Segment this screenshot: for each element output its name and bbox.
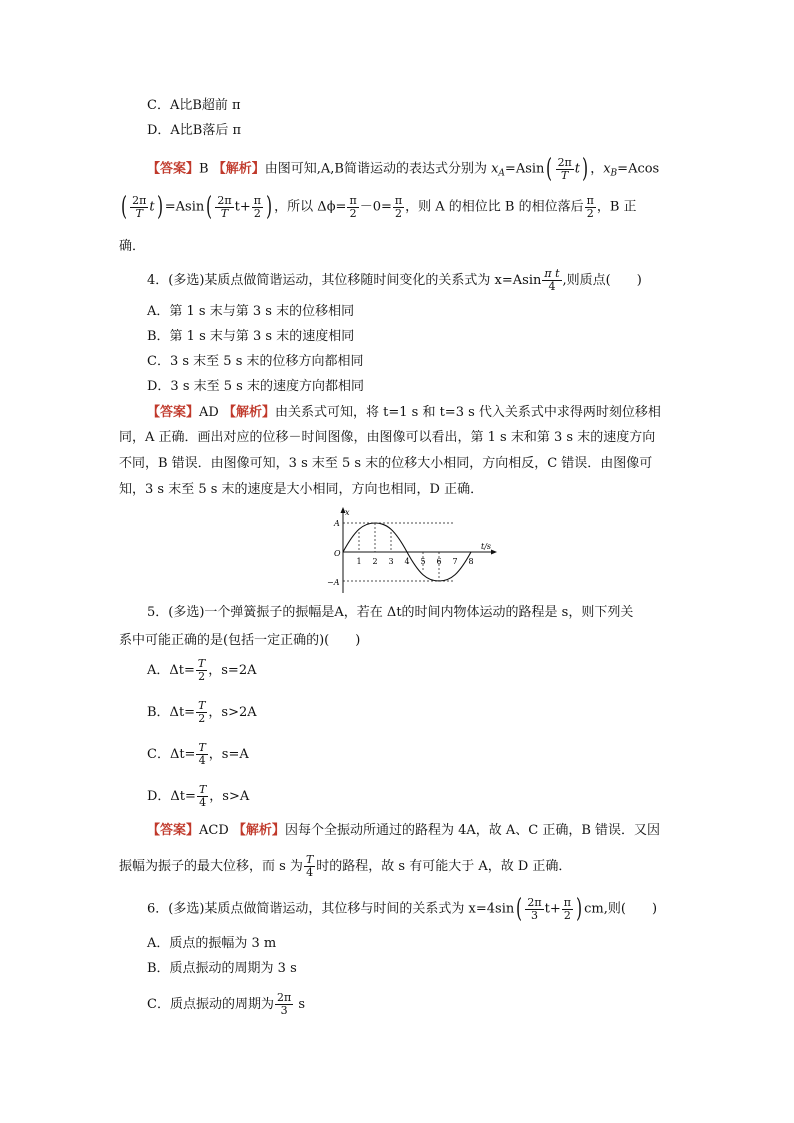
analysis-tag: 【解析】 <box>222 405 275 420</box>
frac-den: 3 <box>531 908 539 922</box>
x-tick-label: 6 <box>436 557 442 566</box>
fraction <box>130 195 148 220</box>
q6-stem <box>147 896 657 922</box>
frac-num: π <box>563 895 571 909</box>
option-text: s <box>294 997 305 1012</box>
expr-asin: =Asin <box>504 161 545 177</box>
paren-left: ( <box>516 894 523 924</box>
q5-stem-line-1: 5．(多选)一个弹簧振子的振幅是A，若在 Δt的时间内物体运动的路程是 s，则下列关 <box>147 605 634 620</box>
frac-num: T <box>198 783 207 796</box>
origin-label: O <box>334 549 341 558</box>
fraction <box>562 897 573 922</box>
option-text: ，s>A <box>209 789 250 804</box>
q5-option-a <box>147 658 256 683</box>
frac-num: 2π <box>276 991 292 1004</box>
frac-num: 2π <box>527 895 542 909</box>
frac-den: 2 <box>198 670 206 683</box>
q4-option-a: A．第 1 s 末与第 3 s 末的位移相同 <box>147 304 355 319</box>
frac-num: 2π <box>132 193 147 207</box>
paren-right: ) <box>582 154 589 184</box>
stem-text: cm,则( ) <box>584 901 658 917</box>
q3-answer-line-3: 确． <box>119 239 146 254</box>
subscript-b: B <box>610 168 618 179</box>
frac-num: T <box>198 741 206 754</box>
expr-acos: =Acos <box>617 161 660 177</box>
y-axis-label: x <box>345 508 350 517</box>
var-x: x <box>491 161 499 177</box>
frac-den: T <box>135 206 143 220</box>
neg-amplitude-label: −A <box>327 578 340 587</box>
frac-den: 2 <box>563 908 571 922</box>
option-text: C．质点振动的周期为 <box>147 997 274 1012</box>
fraction <box>196 742 207 767</box>
frac-num: 2π <box>217 193 232 207</box>
fraction <box>542 268 561 293</box>
frac-num: T <box>197 657 206 670</box>
frac-den: 4 <box>199 796 207 809</box>
frac-den: 4 <box>306 866 314 879</box>
expr-plus: t+ <box>544 901 561 917</box>
fraction <box>196 658 207 683</box>
amplitude-label: A <box>334 519 340 528</box>
option-text: A．Δt= <box>147 663 195 678</box>
frac-num: π <box>253 193 262 207</box>
sine-graph <box>325 505 505 595</box>
x-tick-label: 2 <box>372 557 378 566</box>
fraction <box>347 195 358 220</box>
paren-left: ( <box>546 154 553 184</box>
x-axis-arrow <box>491 550 497 555</box>
fraction <box>525 897 543 922</box>
analysis-tag: 【解析】 <box>212 161 265 177</box>
frac-den: T <box>220 206 229 220</box>
frac-den: 3 <box>280 1004 288 1017</box>
q4-answer-line-2: 同，A 正确．画出对应的位移－时间图像，由图像可以看出，第 1 s 末和第 3 s 末的速度方向 <box>119 430 656 445</box>
analysis-text: 由图可知,A,B简谐运动的表达式分别为 <box>264 161 492 177</box>
analysis-text: 由关系式可知，将 t=1 s 和 t=3 s 代入关系式中求得两时刻位移相 <box>274 405 661 420</box>
frac-den: 4 <box>548 280 556 293</box>
q4-stem <box>147 268 642 293</box>
frac-num: 2π <box>557 155 572 169</box>
fraction <box>215 195 233 220</box>
var-x: x <box>603 161 611 177</box>
fraction <box>393 195 404 220</box>
option-text: B．Δt= <box>147 705 196 720</box>
frac-num: π <box>586 193 594 207</box>
q4-option-d: D．3 s 末至 5 s 末的速度方向都相同 <box>147 379 364 394</box>
option-text: D．Δt= <box>147 789 196 804</box>
stem-text: 6．(多选)某质点做简谐运动，其位移与时间的关系式为 x=4sin <box>147 901 515 917</box>
analysis-text: 因每个全振动所通过的路程为 4A，故 A、C 正确，B 错误．又因 <box>284 823 661 838</box>
x-tick-label: 3 <box>388 557 394 566</box>
q5-answer-line-1 <box>147 822 660 840</box>
paren-right: ) <box>156 192 163 222</box>
q5-option-d <box>147 784 249 809</box>
fraction <box>252 195 263 220</box>
option-text: C．Δt= <box>147 747 196 762</box>
fraction <box>196 700 207 725</box>
frac-den: 2 <box>198 712 206 725</box>
fraction <box>304 854 315 879</box>
answer-value: ACD <box>199 823 229 838</box>
q4-answer-line-3: 不同，B 错误．由图像可知，3 s 末至 5 s 末的位移大小相同，方向相反，C 错误．由图像可 <box>119 456 653 471</box>
conclusion-text: ，B 正 <box>596 199 637 215</box>
q3-option-c: C．A比B超前 π <box>147 98 241 113</box>
x-tick-label: 7 <box>452 557 458 566</box>
expr-minus: －0= <box>359 199 392 215</box>
frac-num: π <box>349 193 357 207</box>
q6-option-c <box>147 992 305 1017</box>
fraction <box>197 784 208 809</box>
frac-den: 2 <box>586 206 594 220</box>
analysis-text: 时的路程，故 s 有可能大于 A，故 D 正确． <box>316 859 572 874</box>
fraction <box>275 992 293 1017</box>
analysis-tag: 【解析】 <box>232 823 285 838</box>
answer-tag: 【答案】 <box>147 405 200 420</box>
paren-right: ) <box>576 894 583 924</box>
frac-num: π <box>394 193 403 207</box>
answer-value: AD <box>199 405 219 420</box>
q4-option-b: B．第 1 s 末与第 3 s 末的速度相同 <box>147 329 355 344</box>
option-text: ，s=A <box>208 747 249 762</box>
x-axis-label: t/s <box>481 542 492 551</box>
frac-num: T <box>305 853 314 866</box>
x-tick-label: 4 <box>404 557 410 566</box>
expr-delta-phi: ，所以 Δϕ= <box>274 199 347 215</box>
x-tick-label: 8 <box>468 557 474 566</box>
frac-den: 2 <box>349 206 357 220</box>
fraction <box>585 195 596 220</box>
subscript-a: A <box>498 168 505 179</box>
paren-left: ( <box>121 192 128 222</box>
q4-answer-line-4: 知，3 s 末至 5 s 末的速度是大小相同，方向也相同，D 正确． <box>119 482 484 497</box>
q3-answer-line-1: 【答案】B 【解析】由图可知,A,B简谐运动的表达式分别为 $x_A=Asin$( $\frac{2\pi}{T}$ t) ，$x_B=Acos$ <box>147 154 660 184</box>
stem-text: 4．(多选)某质点做简谐运动，其位移随时间变化的关系式为 x=Asin <box>147 273 542 288</box>
stem-text: ,则质点( ) <box>562 273 642 288</box>
paren-right: ) <box>266 192 273 222</box>
paren-left: ( <box>206 192 213 222</box>
frac-den: 2 <box>253 206 261 220</box>
frac-den: 2 <box>394 206 402 220</box>
answer-tag: 【答案】 <box>147 161 200 177</box>
q5-stem-line-2: 系中可能正确的是(包括一定正确的)( ) <box>119 633 361 648</box>
option-text: ，s=2A <box>208 663 257 678</box>
q5-option-b <box>147 700 257 725</box>
var-t: t <box>574 161 581 177</box>
q3-option-d: D．A比B落后 π <box>147 123 242 138</box>
q5-answer-line-2 <box>119 854 571 879</box>
answer-value: B <box>199 161 209 177</box>
q6-option-a: A．质点的振幅为 3 m <box>147 936 277 951</box>
expr-asin: =Asin <box>164 199 205 215</box>
frac-num: π t <box>544 267 560 280</box>
fraction <box>556 157 574 182</box>
answer-tag: 【答案】 <box>147 823 200 838</box>
q5-option-c <box>147 742 249 767</box>
x-tick-label: 1 <box>356 557 362 566</box>
q4-answer-line-1 <box>147 404 661 422</box>
var-t: t <box>149 199 155 215</box>
q3-answer-line-2 <box>119 194 637 220</box>
x-tick-label: 5 <box>420 557 426 566</box>
frac-den: 4 <box>198 754 206 767</box>
expr-plus: t+ <box>234 199 251 215</box>
analysis-text: 振幅为振子的最大位移，而 s 为 <box>119 859 303 874</box>
q6-option-b: B．质点振动的周期为 3 s <box>147 961 297 976</box>
q4-option-c: C．3 s 末至 5 s 末的位移方向都相同 <box>147 354 364 369</box>
frac-num: T <box>198 699 206 712</box>
frac-den: T <box>561 168 569 182</box>
option-text: ，s>2A <box>208 705 257 720</box>
phase-text: ，则 A 的相位比 B 的相位落后 <box>405 199 584 215</box>
